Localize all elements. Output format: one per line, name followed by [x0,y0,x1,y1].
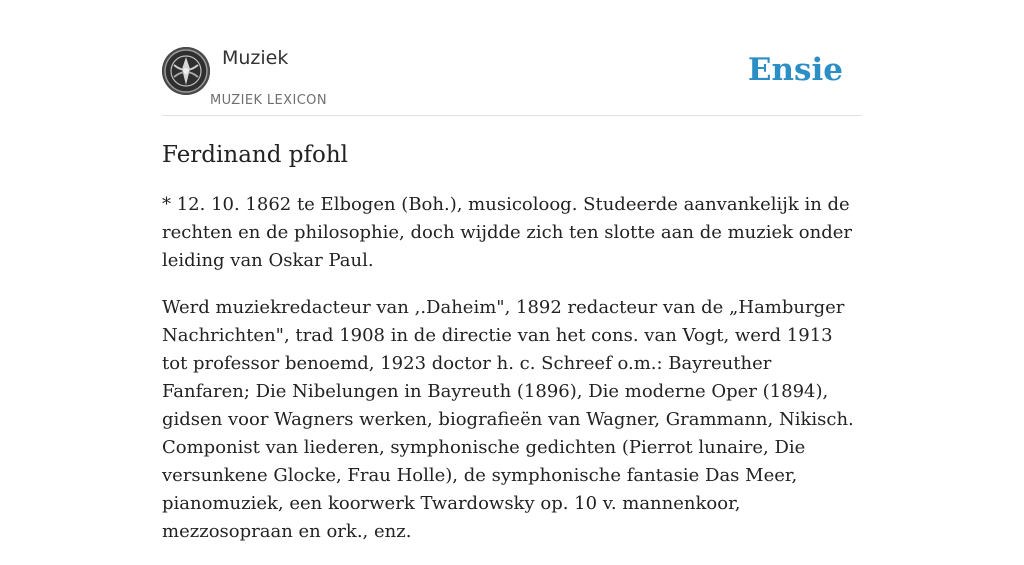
source-subtitle: MUZIEK LEXICON [210,93,327,108]
source-header [162,44,862,115]
article-paragraph-1: * 12. 10. 1862 te Elbogen (Boh.), musicoloog. Studeerde aanvankelijk in de rechten en de philosophie, doch wijdde zich ten slotte aan de muziek onder leiding van Oskar Paul. [162,194,852,271]
article-content [162,138,862,565]
article-paragraph-2: Werd muziekredacteur van ,.Daheim", 1892 redacteur van de „Hamburger Nachrichten", trad 1908 in de directie van het cons. van Vogt, werd 1913 tot professor benoemd, 1923 doctor h. c. Schreef o.m.: Bayreuther Fanfaren; Die Nibelungen in Bayreuth (1896), Die moderne Oper (1894), gidsen voor Wagners werken, biografieën van Wagner, Grammann, Nikisch. Componist van liederen, symphonische gedichten (Pierrot lunaire, Die versunkene Glocke, Frau Holle), de symphonische fantasie Das Meer, pianomuziek, een koorwerk Twardowsky op. 10 v. mannenkoor, mezzosopraan en ork., enz. [162,297,854,542]
article-title: Ferdinand pfohl [162,142,349,168]
ensie-logo-link[interactable]: Ensie [747,52,843,88]
source-avatar-icon[interactable] [162,47,210,95]
source-name-link[interactable]: Muziek [222,47,289,69]
header-divider [162,115,862,116]
